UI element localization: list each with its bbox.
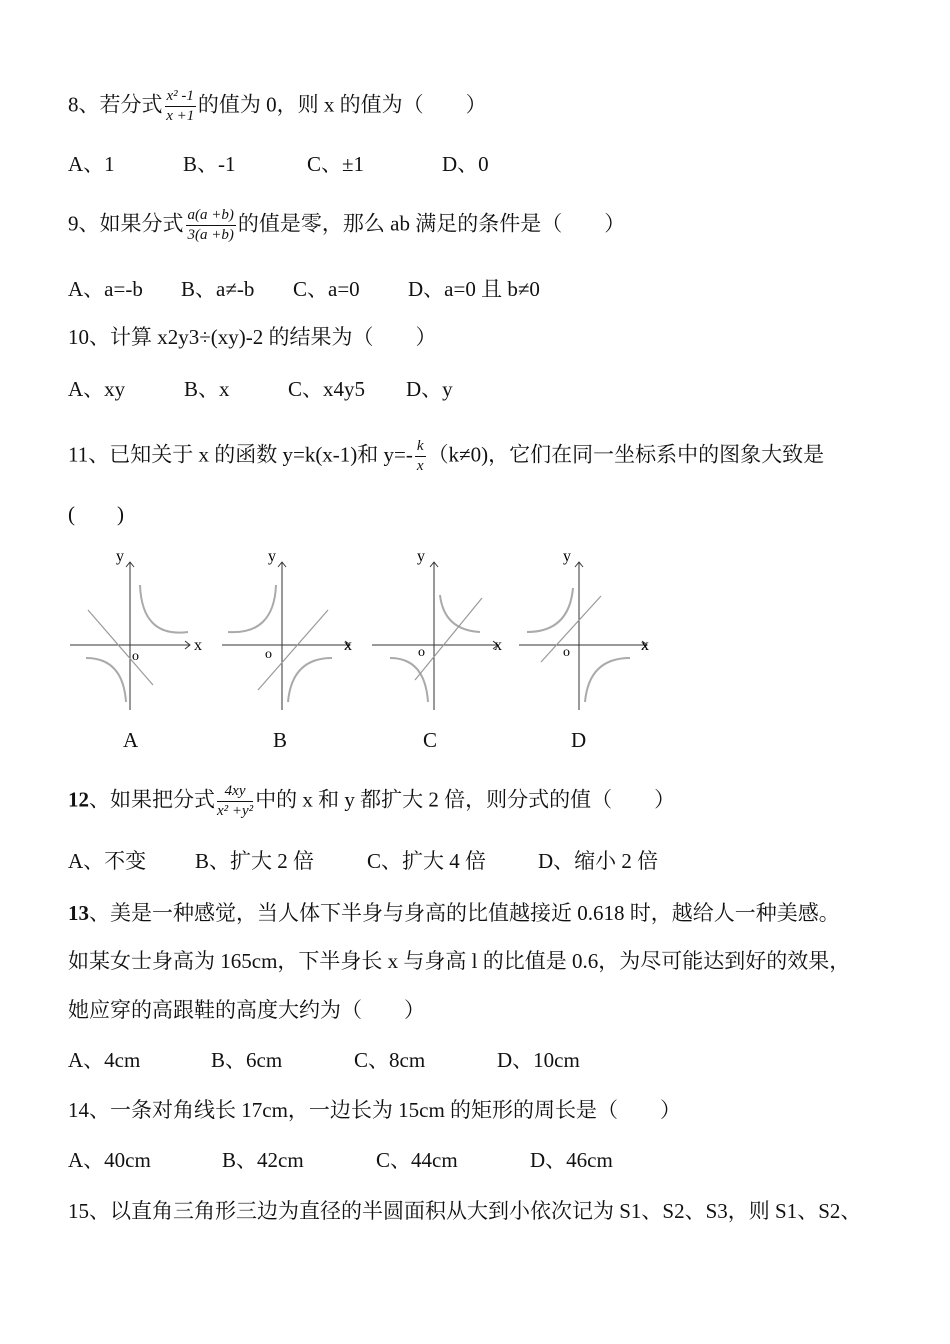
q13-option-d[interactable]: D、10cm	[497, 1048, 580, 1072]
q9-option-d[interactable]: D、a=0 且 b≠0	[408, 277, 540, 301]
q10-option-b[interactable]: B、x	[184, 377, 230, 401]
q13-options	[68, 1046, 580, 1074]
q12-option-a[interactable]: A、不变	[68, 849, 147, 873]
q8-options	[68, 150, 489, 178]
q8-option-c[interactable]: C、±1	[307, 152, 365, 176]
graph-d-y-label: y	[563, 550, 571, 565]
graph-d-hyperbola-2	[585, 658, 630, 702]
q11-suffix: （k≠0)，它们在同一坐标系中的图象大致是	[427, 442, 825, 467]
q11-fraction	[415, 438, 426, 475]
q12-suffix: 中的 x 和 y 都扩大 2 倍，则分式的值（ ）	[255, 787, 676, 812]
graph-c-label: C	[423, 728, 438, 752]
q11-prefix: 11、已知关于 x 的函数 y=k(x-1)和 y=-	[68, 442, 413, 467]
q10-options	[68, 375, 453, 403]
q10-option-c[interactable]: C、x4y5	[288, 377, 366, 401]
graph-b-label: B	[273, 728, 288, 752]
q8-denominator: x +1	[166, 108, 195, 124]
q9-prefix: 9、如果分式	[68, 211, 184, 236]
q8-fraction	[165, 88, 196, 125]
q11-denominator: x	[416, 458, 424, 474]
question-9	[68, 207, 625, 244]
graph-d-hyperbola-1	[527, 588, 573, 632]
question-11	[68, 438, 824, 475]
q10-option-d[interactable]: D、y	[406, 377, 453, 401]
graph-c-x-label: x	[494, 637, 502, 654]
graph-a-x-label: x	[194, 637, 202, 654]
q14-option-c[interactable]: C、44cm	[376, 1148, 458, 1172]
question-13-line-1	[68, 899, 840, 927]
q14-options	[68, 1146, 613, 1174]
q12-option-d[interactable]: D、缩小 2 倍	[538, 849, 659, 873]
question-13-line-3: 她应穿的高跟鞋的高度大约为（ ）	[68, 998, 425, 1022]
graph-a-label: A	[123, 728, 139, 752]
q8-suffix: 的值为 0，则 x 的值为（ ）	[197, 92, 487, 117]
q11-answer-blank: ( )	[68, 502, 124, 526]
graph-a-hyperbola-2	[86, 658, 126, 702]
q12-option-c[interactable]: C、扩大 4 倍	[367, 849, 487, 873]
graph-a-hyperbola-1	[140, 585, 188, 633]
graph-c-y-label: y	[417, 550, 425, 565]
graph-d-origin: o	[563, 645, 570, 660]
graph-d-line	[541, 596, 601, 662]
q9-option-c[interactable]: C、a=0	[293, 277, 360, 301]
q9-numerator: a(a +b)	[186, 207, 236, 226]
graph-b-x-label: x	[344, 637, 352, 654]
q8-option-d[interactable]: D、0	[442, 152, 489, 176]
q11-numerator: k	[415, 438, 426, 457]
q12-fraction	[217, 783, 253, 820]
q12-denominator: x² +y²	[217, 803, 254, 819]
graph-d-x-label: x	[641, 637, 649, 654]
graph-b-origin: o	[265, 647, 272, 662]
q8-numerator: x² -1	[165, 88, 196, 107]
graph-c-hyperbola-1	[440, 595, 480, 632]
q14-option-a[interactable]: A、40cm	[68, 1148, 151, 1172]
q13-text-1: 、美是一种感觉，当人体下半身与身高的比值越接近 0.618 时，越给人一种美感。	[89, 901, 840, 925]
graph-a[interactable]	[68, 550, 208, 710]
q12-options	[68, 847, 658, 875]
graph-c-origin: o	[418, 645, 425, 660]
q9-denominator: 3(a +b)	[187, 227, 234, 243]
q14-option-d[interactable]: D、46cm	[530, 1148, 613, 1172]
question-14: 14、一条对角线长 17cm，一边长为 15cm 的矩形的周长是（ ）	[68, 1098, 682, 1122]
question-8	[68, 88, 487, 125]
graph-b-y-label: y	[268, 550, 276, 565]
q9-fraction	[186, 207, 236, 244]
question-10: 10、计算 x2y3÷(xy)-2 的结果为（ ）	[68, 325, 437, 349]
graph-b[interactable]	[220, 550, 360, 710]
q12-number: 12	[68, 787, 89, 812]
graph-b-hyperbola-1	[228, 585, 276, 632]
q12-numerator: 4xy	[217, 783, 253, 802]
question-12	[68, 783, 675, 820]
graph-a-line	[88, 610, 153, 685]
q9-option-a[interactable]: A、a=-b	[68, 277, 143, 301]
q9-suffix: 的值是零，那么 ab 满足的条件是（ ）	[237, 211, 626, 236]
graph-c-hyperbola-2	[390, 658, 428, 702]
graph-a-y-label: y	[116, 550, 124, 565]
graph-d[interactable]	[515, 550, 655, 710]
q10-option-a[interactable]: A、xy	[68, 377, 126, 401]
q8-option-b[interactable]: B、-1	[183, 152, 236, 176]
graph-c-line	[415, 598, 482, 680]
q9-options	[68, 275, 540, 303]
graph-d-label: D	[571, 728, 587, 752]
q13-option-a[interactable]: A、4cm	[68, 1048, 141, 1072]
graph-c[interactable]	[370, 550, 510, 710]
question-15: 15、以直角三角形三边为直径的半圆面积从大到小依次记为 S1、S2、S3，则 S1、S2、	[68, 1199, 862, 1223]
graph-a-origin: o	[132, 649, 139, 664]
question-13-line-2: 如某女士身高为 165cm，下半身长 x 与身高 l 的比值是 0.6，为尽可能达到好的效果，	[68, 949, 851, 973]
q12-prefix: 、如果把分式	[89, 787, 215, 812]
q8-option-a[interactable]: A、1	[68, 152, 115, 176]
q8-prefix: 8、若分式	[68, 92, 163, 117]
q9-option-b[interactable]: B、a≠-b	[181, 277, 255, 301]
q13-option-c[interactable]: C、8cm	[354, 1048, 426, 1072]
q13-number: 13	[68, 901, 89, 925]
q14-option-b[interactable]: B、42cm	[222, 1148, 304, 1172]
q13-option-b[interactable]: B、6cm	[211, 1048, 283, 1072]
q12-option-b[interactable]: B、扩大 2 倍	[195, 849, 315, 873]
graph-b-hyperbola-2	[288, 658, 332, 702]
